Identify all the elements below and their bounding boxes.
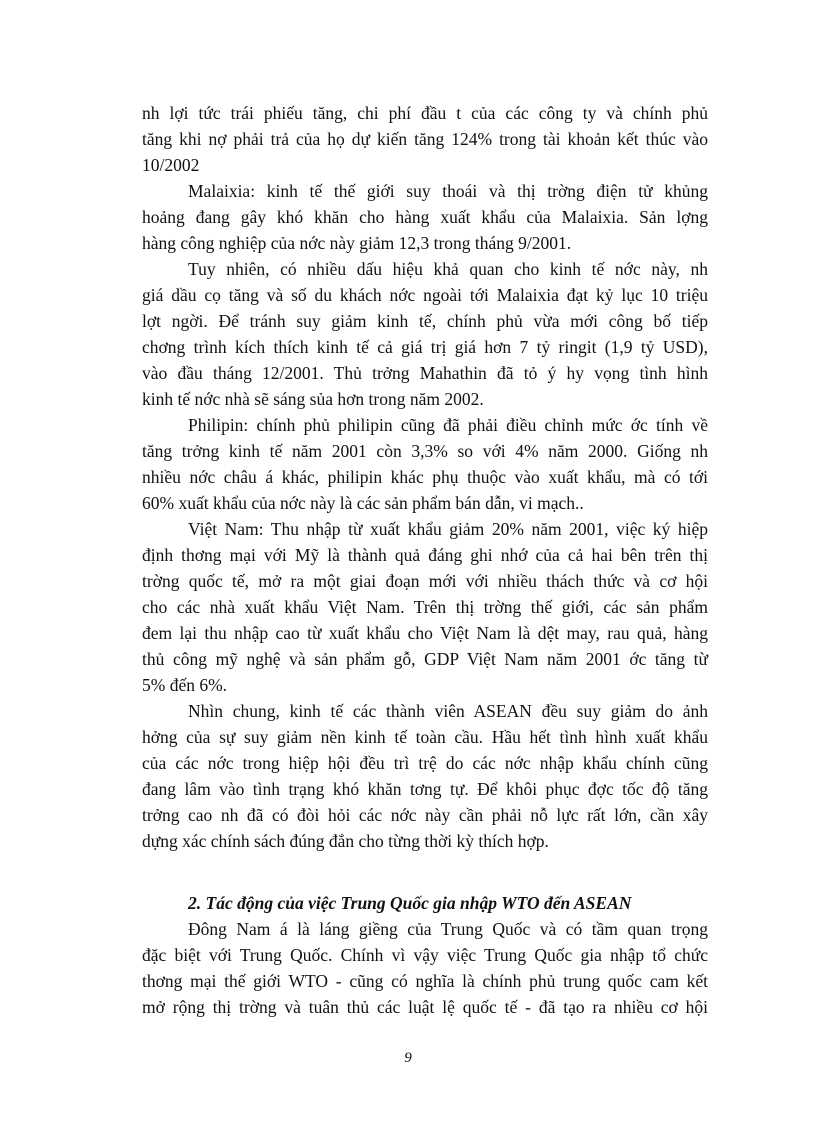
- text-line: dựng xác chính sách đúng đắn cho từng thời kỳ thích hợp.: [142, 831, 549, 851]
- paragraph-bond-yields: [142, 100, 708, 178]
- text-line: chơng trình kích thích kinh tế cả giá trị giá hơn 7 tỷ ringit (1,9 tỷ USD),: [142, 337, 708, 357]
- text-line: trờng quốc tế, mở ra một giai đoạn mới với nhiều thách thức và cơ hội: [142, 571, 708, 591]
- page-number: 9: [404, 1050, 412, 1066]
- text-line: Malaixia: kinh tế thế giới suy thoái và thị trờng điện tử khủng: [188, 181, 708, 201]
- text-line: 5% đến 6%.: [142, 675, 228, 695]
- text-line: định thơng mại với Mỹ là thành quả đáng ghi nhớ của cả hai bên trên thị: [142, 545, 708, 565]
- text-line: của các nớc trong hiệp hội đều trì trệ do các nớc nhập khẩu chính cũng: [142, 753, 708, 773]
- paragraph-malaysia-outlook: [142, 256, 708, 412]
- text-line: tăng trởng kinh tế năm 2001 còn 3,3% so với 4% năm 2000. Giống nh: [142, 441, 708, 461]
- text-line: Tuy nhiên, có nhiều dấu hiệu khả quan cho kinh tế nớc này, nh: [188, 259, 708, 279]
- text-line: Philipin: chính phủ philipin cũng đã phải điều chỉnh mức ớc tính về: [188, 415, 708, 435]
- paragraph-malaysia: [142, 178, 708, 256]
- text-line: hoảng đang gây khó khăn cho hàng xuất khẩu của Malaixia. Sản lợng: [142, 207, 708, 227]
- text-line: cho các nhà xuất khẩu Việt Nam. Trên thị trờng thế giới, các sản phẩm: [142, 597, 708, 617]
- text-line: Việt Nam: Thu nhập từ xuất khẩu giảm 20% năm 2001, việc ký hiệp: [188, 519, 708, 539]
- paragraph-wto-impact: [142, 916, 708, 1020]
- text-line: nh lợi tức trái phiếu tăng, chi phí đầu t của các công ty và chính phủ: [142, 103, 708, 123]
- text-line: Nhìn chung, kinh tế các thành viên ASEAN đều suy giảm do ảnh: [188, 701, 708, 721]
- text-line: trởng cao nh đã có đòi hỏi các nớc này cần phải nỗ lực rất lớn, cần xây: [142, 805, 708, 825]
- text-line: tăng khi nợ phải trả của họ dự kiến tăng 124% trong tài khoản kết thúc vào: [142, 129, 708, 149]
- paragraph-vietnam: [142, 516, 708, 698]
- text-line: 60% xuất khẩu của nớc này là các sản phẩm bán dẫn, vi mạch..: [142, 493, 584, 513]
- text-line: thủ công mỹ nghệ và sản phẩm gỗ, GDP Việt Nam năm 2001 ớc tăng từ: [142, 649, 708, 669]
- text-line: hởng của sự suy giảm nền kinh tế toàn cầu. Hầu hết tình hình xuất khẩu: [142, 727, 708, 747]
- text-line: đang lâm vào tình trạng khó khăn tơng tự. Để khôi phục đợc tốc độ tăng: [142, 779, 708, 799]
- text-line: đặc biệt với Trung Quốc. Chính vì vậy việc Trung Quốc gia nhập tổ chức: [142, 945, 708, 965]
- text-line: thơng mại thế giới WTO - cũng có nghĩa là chính phủ trung quốc cam kết: [142, 971, 708, 991]
- text-line: nhiều nớc châu á khác, philipin khác phụ thuộc vào xuất khẩu, mà có tới: [142, 467, 708, 487]
- paragraph-philippines: [142, 412, 708, 516]
- text-line: mở rộng thị trờng và tuân thủ các luật lệ quốc tế - đã tạo ra nhiều cơ hội: [142, 997, 708, 1017]
- text-line: giá dầu cọ tăng và số du khách nớc ngoài tới Malaixia đạt kỷ lục 10 triệu: [142, 285, 708, 305]
- paragraph-asean-summary: [142, 698, 708, 854]
- text-line: Đông Nam á là láng giềng của Trung Quốc và có tầm quan trọng: [188, 919, 708, 939]
- section-heading: 2. Tác động của việc Trung Quốc gia nhập WTO đến ASEAN: [188, 893, 632, 913]
- text-line: hàng công nghiệp của nớc này giảm 12,3 trong tháng 9/2001.: [142, 233, 572, 253]
- text-line: lợt ngời. Để tránh suy giảm kinh tế, chính phủ vừa mới công bố tiếp: [142, 311, 708, 331]
- document-body: [142, 100, 708, 1020]
- text-line: vào đầu tháng 12/2001. Thủ trởng Mahathin đã tỏ ý hy vọng tình hình: [142, 363, 708, 383]
- text-line: đem lại thu nhập cao từ xuất khẩu cho Việt Nam là dệt may, rau quả, hàng: [142, 623, 708, 643]
- text-line: 10/2002: [142, 155, 200, 175]
- text-line: kinh tế nớc nhà sẽ sáng sủa hơn trong năm 2002.: [142, 389, 484, 409]
